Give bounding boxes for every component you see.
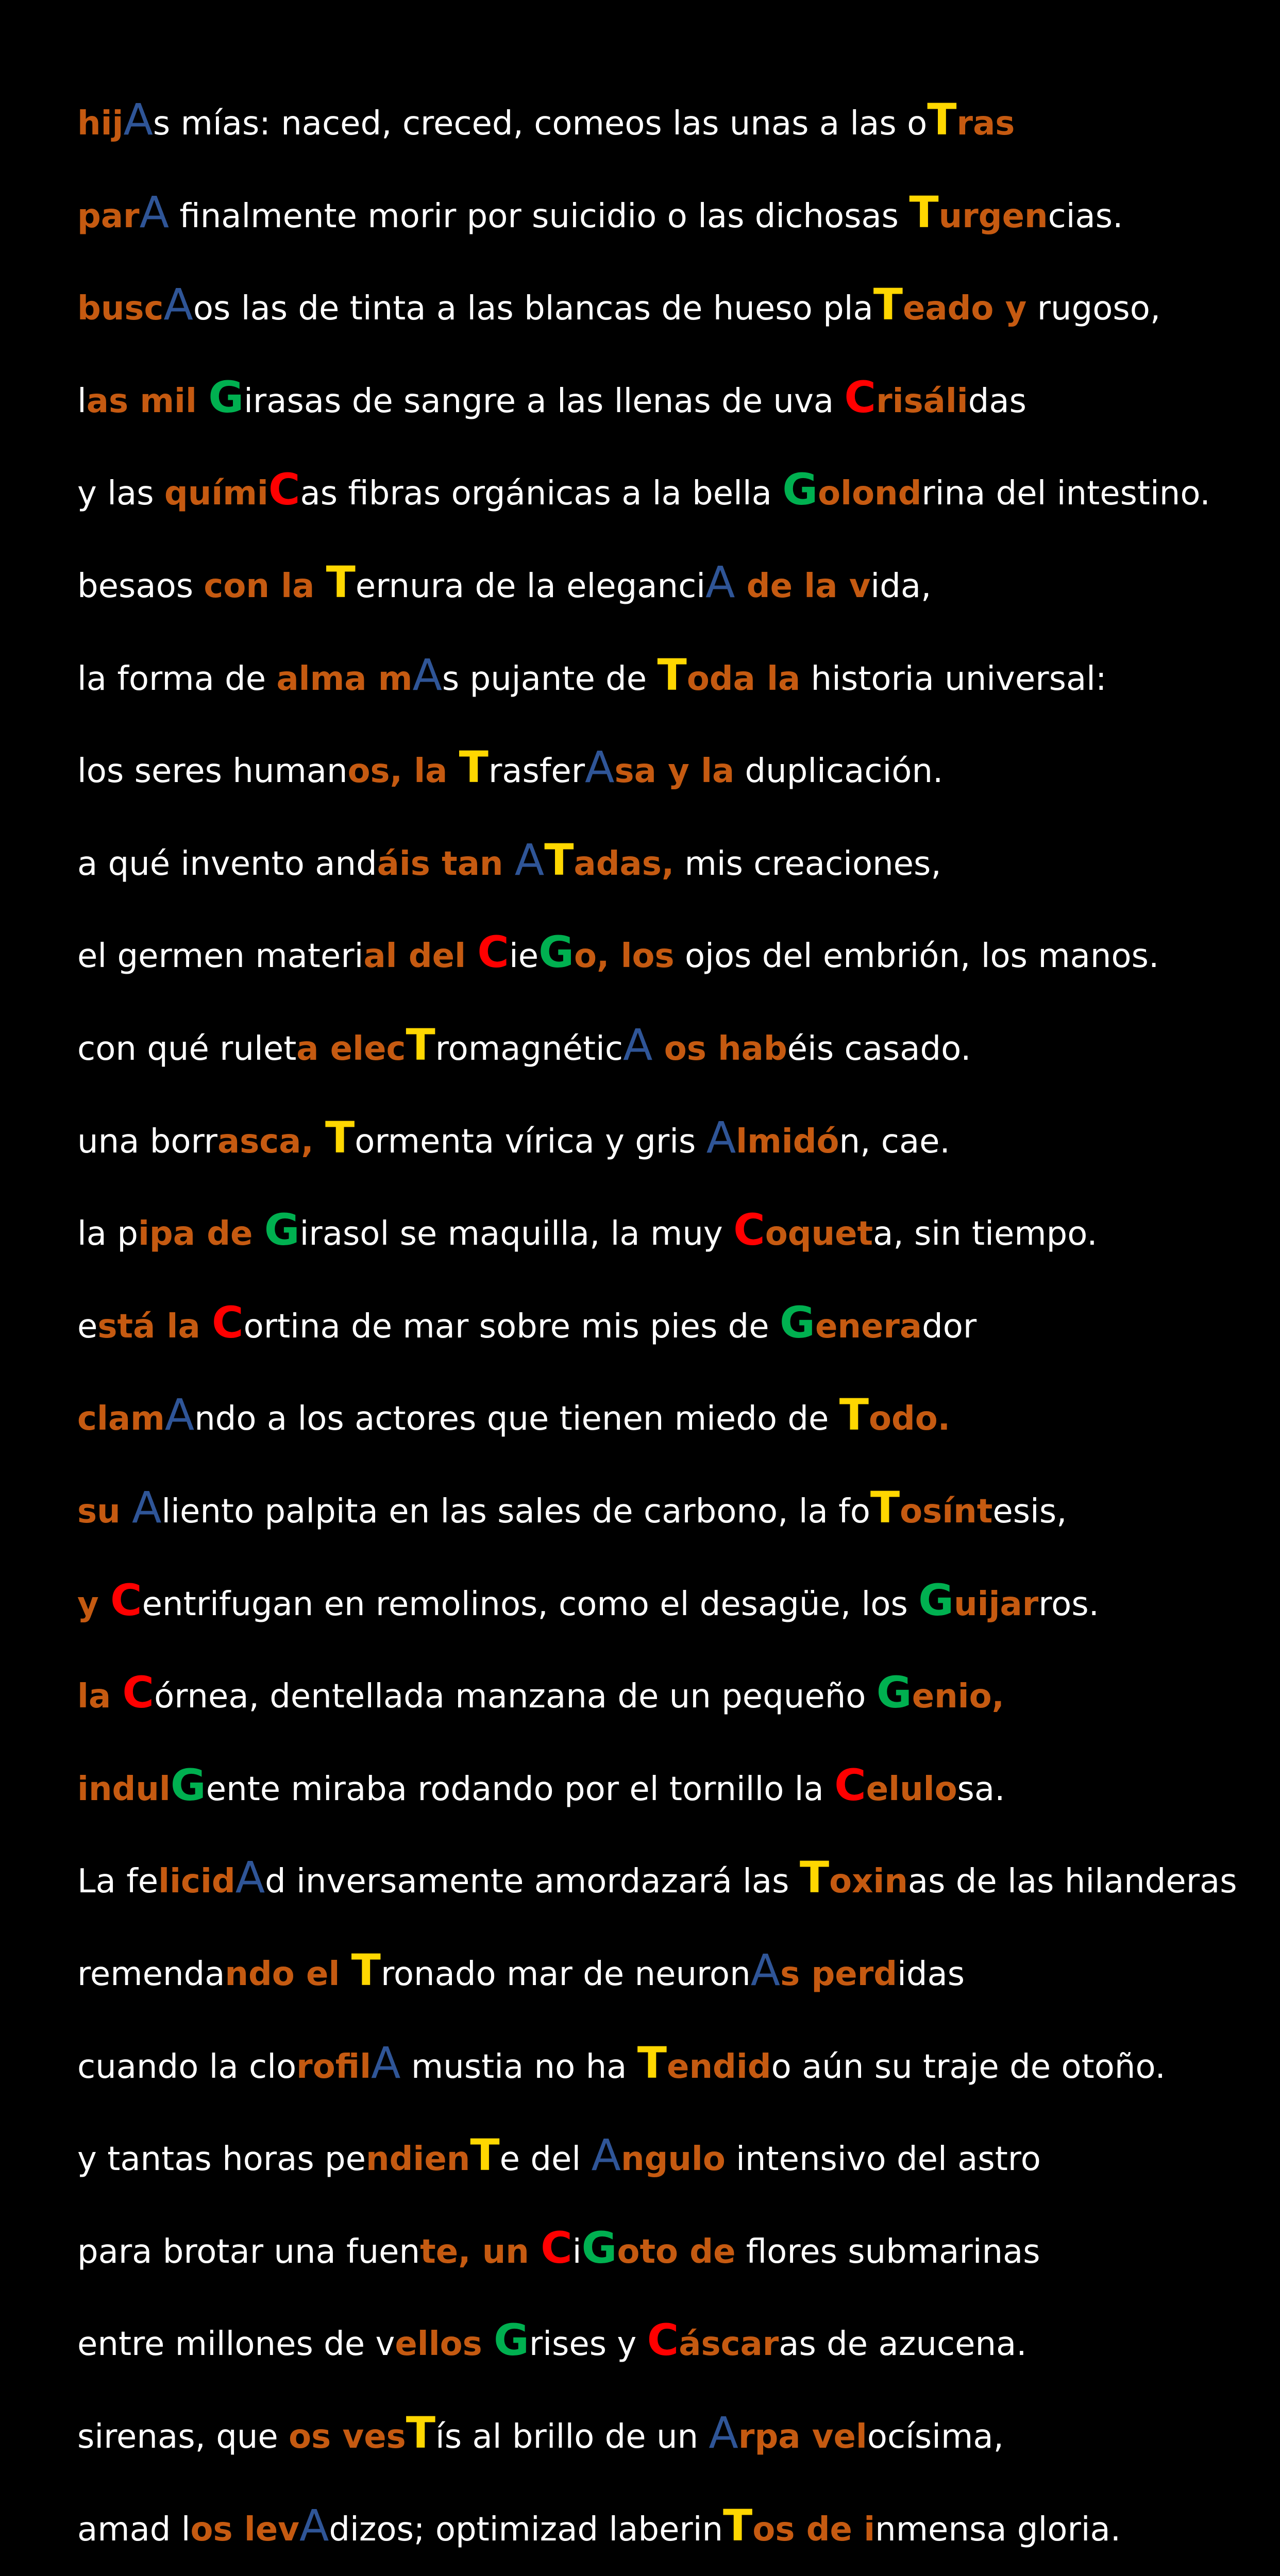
poem-line — [77, 2222, 1040, 2278]
poem-segment: ormenta vírica y gris — [355, 1122, 706, 1161]
poem-segment: a, sin tiempo. — [873, 1215, 1098, 1253]
poem-segment: licid — [158, 1862, 235, 1901]
poem-segment: T — [927, 94, 957, 145]
poem-segment: áis tan — [377, 844, 515, 883]
poem-segment: C — [268, 464, 300, 515]
poem-segment: y las — [77, 474, 164, 513]
poem-segment: la — [77, 1677, 123, 1716]
poem-segment: cias. — [1048, 197, 1123, 235]
poem-segment: el germen materi — [77, 937, 364, 976]
poem-segment: besaos — [77, 567, 204, 605]
poem-segment: A — [709, 2408, 738, 2458]
poem-segment: duplicación. — [734, 752, 944, 791]
poem-segment: T — [637, 2037, 667, 2088]
poem-segment: ipa de — [138, 1215, 264, 1253]
poem-segment: A — [164, 1389, 195, 1440]
poem-segment: rugoso, — [1026, 290, 1161, 328]
poem-segment: G — [208, 371, 244, 422]
poem-segment: o, los — [574, 937, 675, 976]
poem-segment: liento palpita en las sales de carbono, la fo — [161, 1493, 870, 1531]
poem-segment: y — [77, 1585, 110, 1623]
poem-segment: sa. — [957, 1770, 1005, 1808]
poem-segment: sirenas, que — [77, 2418, 289, 2456]
poem-segment: A — [750, 1945, 781, 1995]
poem-segment: G — [876, 1667, 912, 1718]
poem-segment: l — [77, 382, 87, 420]
poem-segment: A — [139, 187, 170, 238]
poem-segment: irasas de sangre a las llenas de uva — [244, 382, 845, 420]
poem-segment: A — [235, 1852, 265, 1903]
poem-segment: G — [780, 1297, 815, 1348]
poem-segment: A — [705, 557, 735, 607]
poem-segment: G — [581, 2222, 617, 2273]
poem-segment: mis creaciones, — [674, 844, 941, 883]
poem-segment: órnea, dentellada manzana de un pequeño — [154, 1677, 877, 1716]
poem-segment: te, un — [420, 2232, 541, 2271]
poem-segment: odo. — [869, 1400, 951, 1438]
poem-line — [77, 1019, 971, 1075]
poem-segment: G — [264, 1205, 300, 1256]
poem-line — [77, 1574, 1099, 1630]
poem-segment: A — [412, 649, 442, 700]
poem-segment: ie — [509, 937, 539, 976]
poem-line — [77, 1852, 1237, 1907]
poem-segment: T — [406, 1020, 435, 1070]
poem-segment: os de i — [752, 2510, 875, 2549]
poem-segment: C — [733, 1205, 765, 1256]
poem-segment: rises y — [529, 2325, 647, 2364]
poem-segment: T — [799, 1852, 830, 1903]
poem-line — [77, 1944, 965, 2000]
poem-line — [77, 1297, 976, 1352]
poem-segment: rasfer — [488, 752, 585, 791]
poem-segment: A — [514, 834, 545, 885]
poem-segment: una borr — [77, 1122, 217, 1161]
poem-segment: dor — [922, 1307, 977, 1346]
poem-segment: os, la — [347, 752, 459, 791]
poem-segment: uijar — [954, 1585, 1039, 1623]
poem-segment: adas, — [574, 844, 675, 883]
poem-segment: A — [371, 2037, 401, 2088]
poem-segment: áscar — [679, 2325, 779, 2364]
poem-line — [77, 2500, 1121, 2555]
poem-segment: ngulo — [620, 2140, 726, 2179]
poem-segment: enera — [815, 1307, 922, 1346]
poem-segment: T — [909, 187, 939, 238]
poem-line — [77, 556, 931, 612]
poem-segment: finalmente morir por suicidio o las dichosas — [169, 197, 910, 235]
poem-segment: con la — [204, 567, 326, 605]
poem-segment: osínt — [900, 1493, 993, 1531]
poem-segment: ndien — [366, 2140, 470, 2179]
poem-segment: d inversamente amordazará las — [265, 1862, 800, 1901]
poem-segment: nmensa gloria. — [875, 2510, 1121, 2549]
poem-segment: C — [834, 1759, 866, 1810]
poem-segment: ernura de la eleganci — [355, 567, 706, 605]
poem-segment: s pujante de — [442, 659, 658, 698]
poem-segment: con qué rulet — [77, 1030, 297, 1068]
poem-segment: ocísima, — [867, 2418, 1004, 2456]
poem-line — [77, 1759, 1005, 1815]
poem-segment: quími — [164, 474, 268, 513]
poem-segment: T — [873, 279, 903, 330]
poem-segment: indul — [77, 1770, 171, 1808]
poem-line — [77, 1667, 1004, 1722]
poem-segment: stá la — [97, 1307, 212, 1346]
poem-segment: C — [122, 1667, 155, 1718]
poem-segment: ndo el — [225, 1955, 351, 1993]
poem-line — [77, 94, 1015, 149]
poem-line — [77, 741, 943, 797]
poem-segment: urgen — [938, 197, 1048, 235]
poem-segment: éis casado. — [787, 1030, 971, 1068]
poem-segment: A — [706, 1112, 736, 1163]
poem-segment: A — [163, 279, 193, 330]
poem-line — [77, 1482, 1067, 1537]
poem-segment: T — [470, 2130, 500, 2181]
poem-segment: A — [591, 2130, 621, 2181]
poem-segment: ndo a los actores que tienen miedo de — [194, 1400, 839, 1438]
poem-segment: oda la — [686, 659, 801, 698]
poem-segment: A — [299, 2500, 329, 2551]
poem-segment: T — [325, 1112, 355, 1163]
poem-segment: os las de tinta a las blancas de hueso pla — [193, 290, 873, 328]
poem-segment: enio, — [912, 1677, 1004, 1716]
poem-segment: ortina de mar sobre mis pies de — [243, 1307, 780, 1346]
poem-line — [77, 2407, 1004, 2463]
poem-segment: A — [585, 742, 615, 793]
poem-segment: A — [623, 1020, 653, 1070]
poem-segment: entre millones de v — [77, 2325, 395, 2364]
poem-segment: rofil — [296, 2047, 372, 2086]
poem-segment: T — [657, 649, 687, 700]
poem-segment: mustia no ha — [400, 2047, 637, 2086]
poem-segment: n, cae. — [839, 1122, 950, 1161]
poem-line — [77, 464, 1210, 519]
poem-segment: T — [723, 2500, 753, 2551]
poem-segment: los seres human — [77, 752, 348, 791]
poem-segment: de la v — [735, 567, 871, 605]
poem-segment: C — [110, 1574, 142, 1625]
poem-line — [77, 2314, 1027, 2370]
poem-segment: G — [782, 464, 818, 515]
poem-line — [77, 1112, 950, 1167]
poem-segment: ente miraba rodando por el tornillo la — [206, 1770, 835, 1808]
poem-segment: ras — [956, 105, 1015, 143]
poem-segment: oquet — [765, 1215, 873, 1253]
poem-segment: para brotar una fuen — [77, 2232, 420, 2271]
poem-segment: ida, — [870, 567, 932, 605]
poem-segment: flores submarinas — [735, 2232, 1040, 2271]
poem-segment: eado y — [903, 290, 1027, 328]
poem-segment: C — [541, 2222, 572, 2273]
poem-segment: asca, — [217, 1122, 325, 1161]
poem-segment: T — [351, 1945, 381, 1995]
poem-segment: ros. — [1038, 1585, 1100, 1623]
poem-segment: G — [170, 1759, 206, 1810]
poem-line — [77, 371, 1026, 427]
poem-segment: C — [647, 2315, 679, 2366]
poem-segment: la p — [77, 1215, 138, 1253]
poem-segment: idas — [897, 1955, 965, 1993]
poem-segment: a qué invento and — [77, 844, 377, 883]
poem-segment: oxin — [829, 1862, 908, 1901]
poem-line — [77, 187, 1123, 242]
poem-segment: T — [326, 557, 356, 607]
poem-segment: s mías: naced, creced, comeos las unas a las o — [153, 105, 928, 143]
poem-segment: i — [572, 2232, 582, 2271]
poem-segment: elulo — [866, 1770, 957, 1808]
poem-segment: hij — [77, 105, 124, 143]
poem-segment: intensivo del astro — [725, 2140, 1041, 2179]
poem-segment: busc — [77, 290, 164, 328]
poem-segment: rpa vel — [738, 2418, 867, 2456]
poem-segment: G — [493, 2315, 529, 2366]
poem-segment: a elec — [296, 1030, 406, 1068]
poem-segment: esis, — [992, 1493, 1067, 1531]
poem-segment: T — [544, 834, 574, 885]
poem-segment: T — [839, 1389, 869, 1440]
poem-segment: endid — [667, 2047, 771, 2086]
poem-segment: sa y la — [614, 752, 735, 791]
poem-line — [77, 1389, 950, 1445]
poem-segment: risáli — [876, 382, 968, 420]
poem-segment: ís al brillo de un — [435, 2418, 709, 2456]
poem-segment: A — [123, 94, 153, 145]
poem-segment: ojos del embrión, los manos. — [674, 937, 1159, 976]
poem-segment: clam — [77, 1400, 165, 1438]
poem-segment: T — [406, 2408, 435, 2458]
poem-line — [77, 2129, 1041, 2185]
poem-segment: irasol se maquilla, la muy — [299, 1215, 734, 1253]
poem-segment: e — [77, 1307, 98, 1346]
poem-segment: entrifugan en remolinos, como el desagüe, los — [142, 1585, 919, 1623]
poem-line — [77, 834, 941, 890]
poem-segment: G — [918, 1574, 954, 1625]
poem-line — [77, 926, 1159, 982]
poem-segment: as de azucena. — [779, 2325, 1027, 2364]
poem-segment: C — [844, 371, 877, 422]
poem-segment: as fibras orgánicas a la bella — [300, 474, 783, 513]
poem-segment: T — [459, 742, 489, 793]
poem-segment: A — [131, 1482, 162, 1533]
poem-segment: remenda — [77, 1955, 225, 1993]
poem-line — [77, 2037, 1166, 2093]
poem-segment: amad l — [77, 2510, 191, 2549]
poem-segment: as de las hilanderas — [907, 1862, 1237, 1901]
poem-segment: alma m — [276, 659, 413, 698]
poem-segment: rina del intestino. — [921, 474, 1210, 513]
poem-segment: historia universal: — [800, 659, 1107, 698]
poem-segment: os lev — [190, 2510, 299, 2549]
poem-segment: al del — [363, 937, 478, 976]
poem-line — [77, 649, 1107, 705]
poem-segment: T — [870, 1482, 900, 1533]
poem-segment: olond — [818, 474, 922, 513]
poem-segment: os ves — [289, 2418, 406, 2456]
poem-segment: C — [477, 927, 509, 978]
poem-segment: G — [538, 927, 575, 978]
poem-segment: s perd — [780, 1955, 898, 1993]
poem-segment: y tantas horas pe — [77, 2140, 366, 2179]
poem-segment: as mil — [86, 382, 209, 420]
poem-segment: dizos; optimizad laberin — [329, 2510, 723, 2549]
poem-segment: os hab — [652, 1030, 787, 1068]
poem-segment: romagnétic — [435, 1030, 623, 1068]
poem-segment: C — [211, 1297, 244, 1348]
poem-segment: lmidó — [736, 1122, 839, 1161]
poem-segment: oto de — [617, 2232, 736, 2271]
poem-segment: e del — [499, 2140, 592, 2179]
poem-segment: ronado mar de neuron — [380, 1955, 751, 1993]
poem-segment: par — [77, 197, 140, 235]
poem-segment: das — [968, 382, 1026, 420]
poem-segment: cuando la clo — [77, 2047, 297, 2086]
poem-line — [77, 279, 1160, 334]
poem-segment: La fe — [77, 1862, 159, 1901]
poem-line — [77, 1204, 1098, 1260]
poem-segment: ellos — [395, 2325, 494, 2364]
poem-segment: la forma de — [77, 659, 277, 698]
poem-segment: su — [77, 1493, 132, 1531]
poem-segment: o aún su traje de otoño. — [771, 2047, 1166, 2086]
